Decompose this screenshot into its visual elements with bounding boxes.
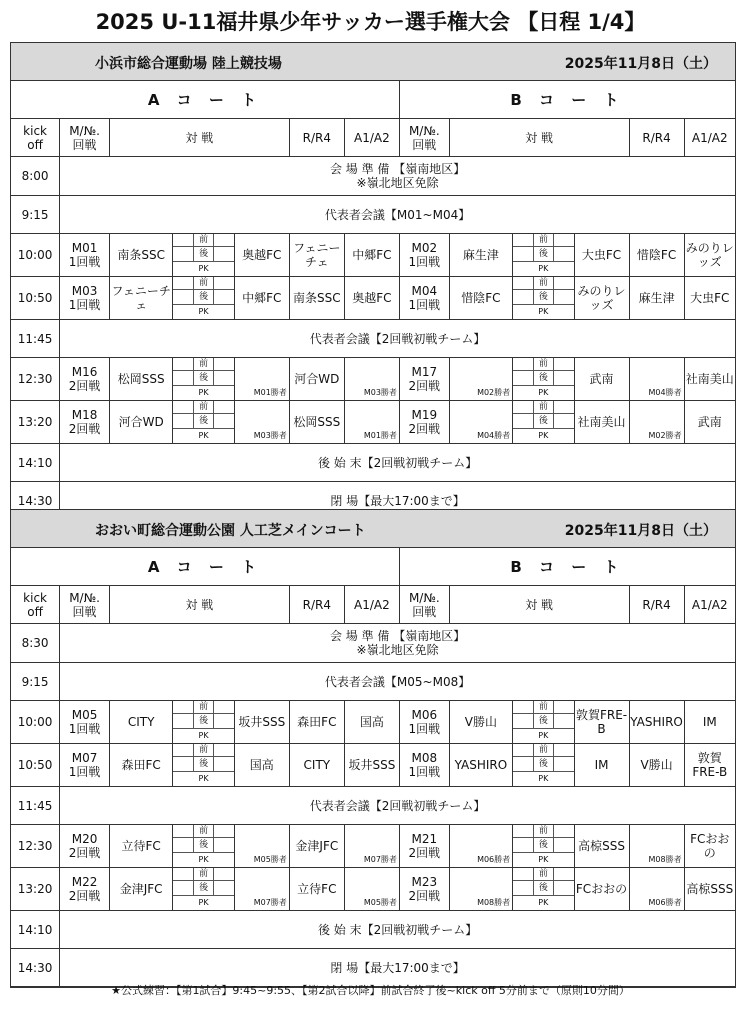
- time-cell: 12:30: [11, 825, 60, 868]
- team-away: 大虫FC: [574, 234, 629, 277]
- score-box: 前 後 PK: [513, 868, 573, 910]
- team-home: M06勝者: [449, 825, 513, 868]
- referee-team: M08勝者: [629, 825, 684, 868]
- match-row: [11, 401, 735, 444]
- team-home: YASHIRO: [449, 744, 513, 787]
- venue-section-oi: [10, 509, 736, 988]
- team-home: M02勝者: [449, 358, 513, 401]
- assistant-team: 奥越FC: [344, 277, 399, 320]
- col-assistant: A1/A2: [684, 119, 735, 157]
- match-id: M16 2回戦: [60, 358, 110, 401]
- col-referee: R/R4: [629, 119, 684, 157]
- match-id: M06 1回戦: [399, 701, 449, 744]
- team-away: 武南: [574, 358, 629, 401]
- assistant-team: 社南美山: [684, 358, 735, 401]
- match-id: M18 2回戦: [60, 401, 110, 444]
- match-id: M08 1回戦: [399, 744, 449, 787]
- score-box: 前 後 PK: [513, 401, 573, 443]
- referee-team: フェニーチェ: [289, 234, 344, 277]
- referee-team: 金津JFC: [289, 825, 344, 868]
- team-home: 松岡SSS: [109, 358, 173, 401]
- time-cell: 11:45: [11, 787, 60, 825]
- team-home: CITY: [109, 701, 173, 744]
- match-row: [11, 701, 735, 744]
- event-close: 閉 場【最大17:00まで】: [60, 949, 735, 987]
- team-away: IM: [574, 744, 629, 787]
- team-away: M05勝者: [234, 825, 289, 868]
- time-cell: 14:10: [11, 911, 60, 949]
- referee-team: YASHIRO: [629, 701, 684, 744]
- referee-team: M04勝者: [629, 358, 684, 401]
- event-close: 閉 場【最大17:00まで】: [60, 482, 735, 520]
- team-away: 高椋SSS: [574, 825, 629, 868]
- team-away: 奥越FC: [234, 234, 289, 277]
- referee-team: 松岡SSS: [289, 401, 344, 444]
- team-home: V勝山: [449, 701, 513, 744]
- col-vs: 対 戦: [449, 586, 629, 624]
- team-home: 南条SSC: [109, 234, 173, 277]
- referee-team: 立待FC: [289, 868, 344, 911]
- col-assistant: A1/A2: [684, 586, 735, 624]
- match-id: M20 2回戦: [60, 825, 110, 868]
- team-away: 社南美山: [574, 401, 629, 444]
- event-cleanup: 後 始 末【2回戦初戦チーム】: [60, 444, 735, 482]
- event-meeting: 代表者会議【M01~M04】: [60, 196, 735, 234]
- assistant-team: FCおおの: [684, 825, 735, 868]
- referee-team: V勝山: [629, 744, 684, 787]
- team-home: フェニーチェ: [109, 277, 173, 320]
- match-row: [11, 234, 735, 277]
- score-box: 前 後 PK: [173, 358, 233, 400]
- col-vs: 対 戦: [109, 119, 289, 157]
- team-home: 麻生津: [449, 234, 513, 277]
- match-row: [11, 868, 735, 911]
- court-a-header: A コ ー ト: [11, 548, 399, 586]
- referee-team: 森田FC: [289, 701, 344, 744]
- team-home: M04勝者: [449, 401, 513, 444]
- time-cell: 10:00: [11, 234, 60, 277]
- team-away: 敦賀FRE-B: [574, 701, 629, 744]
- team-home: 金津JFC: [109, 868, 173, 911]
- col-kickoff: kick off: [11, 586, 60, 624]
- court-a-header: A コ ー ト: [11, 81, 399, 119]
- col-referee: R/R4: [289, 119, 344, 157]
- match-id: M01 1回戦: [60, 234, 110, 277]
- score-box: 前 後 PK: [173, 401, 233, 443]
- match-id: M04 1回戦: [399, 277, 449, 320]
- team-home: 立待FC: [109, 825, 173, 868]
- assistant-team: M07勝者: [344, 825, 399, 868]
- team-away: 中郷FC: [234, 277, 289, 320]
- col-match: M/№. 回戦: [60, 119, 110, 157]
- time-cell: 10:50: [11, 277, 60, 320]
- score-box: 前 後 PK: [173, 825, 233, 867]
- score-box: 前 後 PK: [173, 701, 233, 743]
- team-home: 惜陰FC: [449, 277, 513, 320]
- col-assistant: A1/A2: [344, 586, 399, 624]
- time-cell: 8:00: [11, 157, 60, 196]
- score-box: 前 後 PK: [513, 234, 573, 276]
- referee-team: M02勝者: [629, 401, 684, 444]
- col-vs: 対 戦: [109, 586, 289, 624]
- referee-team: 南条SSC: [289, 277, 344, 320]
- match-row: [11, 358, 735, 401]
- referee-team: CITY: [289, 744, 344, 787]
- match-id: M22 2回戦: [60, 868, 110, 911]
- assistant-team: 中郷FC: [344, 234, 399, 277]
- venue-section-obama: [10, 42, 736, 521]
- team-home: 森田FC: [109, 744, 173, 787]
- col-referee: R/R4: [289, 586, 344, 624]
- time-cell: 11:45: [11, 320, 60, 358]
- assistant-team: 敦賀FRE-B: [684, 744, 735, 787]
- col-referee: R/R4: [629, 586, 684, 624]
- assistant-team: 高椋SSS: [684, 868, 735, 911]
- team-away: M01勝者: [234, 358, 289, 401]
- score-box: 前 後 PK: [173, 744, 233, 786]
- assistant-team: 大虫FC: [684, 277, 735, 320]
- match-id: M17 2回戦: [399, 358, 449, 401]
- assistant-team: 武南: [684, 401, 735, 444]
- score-box: 前 後 PK: [513, 744, 573, 786]
- event-meeting: 代表者会議【M05~M08】: [60, 663, 735, 701]
- time-cell: 9:15: [11, 196, 60, 234]
- match-id: M03 1回戦: [60, 277, 110, 320]
- match-id: M05 1回戦: [60, 701, 110, 744]
- match-id: M02 1回戦: [399, 234, 449, 277]
- court-b-header: B コ ー ト: [399, 548, 735, 586]
- assistant-team: IM: [684, 701, 735, 744]
- court-b-header: B コ ー ト: [399, 81, 735, 119]
- event-prep: 会 場 準 備 【嶺南地区】 ※嶺北地区免除: [60, 157, 735, 196]
- match-id: M21 2回戦: [399, 825, 449, 868]
- time-cell: 13:20: [11, 868, 60, 911]
- schedule-table: [11, 81, 735, 520]
- team-away: 国高: [234, 744, 289, 787]
- match-id: M07 1回戦: [60, 744, 110, 787]
- team-away: みのりレッズ: [574, 277, 629, 320]
- referee-team: 河合WD: [289, 358, 344, 401]
- referee-team: 麻生津: [629, 277, 684, 320]
- score-box: 前 後 PK: [173, 868, 233, 910]
- col-match: M/№. 回戦: [399, 119, 449, 157]
- venue-date: 2025年11月8日（土）: [564, 56, 717, 72]
- time-cell: 14:30: [11, 949, 60, 987]
- team-away: M07勝者: [234, 868, 289, 911]
- score-box: 前 後 PK: [513, 358, 573, 400]
- venue-header: [11, 43, 735, 81]
- col-assistant: A1/A2: [344, 119, 399, 157]
- time-cell: 9:15: [11, 663, 60, 701]
- match-row: [11, 825, 735, 868]
- team-home: 河合WD: [109, 401, 173, 444]
- page-title: 2025 U-11福井県少年サッカー選手権大会 【日程 1/4】: [95, 10, 646, 34]
- venue-name: おおい町総合運動公園 人工芝メインコート: [95, 523, 366, 539]
- assistant-team: M03勝者: [344, 358, 399, 401]
- event-prep: 会 場 準 備 【嶺南地区】 ※嶺北地区免除: [60, 624, 735, 663]
- col-kickoff: kick off: [11, 119, 60, 157]
- score-box: 前 後 PK: [513, 825, 573, 867]
- assistant-team: M01勝者: [344, 401, 399, 444]
- score-box: 前 後 PK: [513, 701, 573, 743]
- time-cell: 8:30: [11, 624, 60, 663]
- assistant-team: 坂井SSS: [344, 744, 399, 787]
- time-cell: 12:30: [11, 358, 60, 401]
- event-cleanup: 後 始 末【2回戦初戦チーム】: [60, 911, 735, 949]
- team-away: M03勝者: [234, 401, 289, 444]
- venue-date: 2025年11月8日（土）: [564, 523, 717, 539]
- assistant-team: 国高: [344, 701, 399, 744]
- time-cell: 14:10: [11, 444, 60, 482]
- match-id: M23 2回戦: [399, 868, 449, 911]
- match-id: M19 2回戦: [399, 401, 449, 444]
- event-meeting: 代表者会議【2回戦初戦チーム】: [60, 320, 735, 358]
- footer-note: ★公式練習：【第1試合】9:45~9:55、【第2試合以降】前試合終了後~kick off 5分前まで（原則10分間）: [111, 984, 630, 997]
- time-cell: 10:50: [11, 744, 60, 787]
- score-box: 前 後 PK: [173, 277, 233, 319]
- match-row: [11, 277, 735, 320]
- score-box: 前 後 PK: [173, 234, 233, 276]
- match-row: [11, 744, 735, 787]
- col-match: M/№. 回戦: [399, 586, 449, 624]
- referee-team: 惜陰FC: [629, 234, 684, 277]
- team-home: M08勝者: [449, 868, 513, 911]
- team-away: 坂井SSS: [234, 701, 289, 744]
- assistant-team: M05勝者: [344, 868, 399, 911]
- schedule-table: [11, 548, 735, 987]
- referee-team: M06勝者: [629, 868, 684, 911]
- time-cell: 10:00: [11, 701, 60, 744]
- score-box: 前 後 PK: [513, 277, 573, 319]
- event-meeting: 代表者会議【2回戦初戦チーム】: [60, 787, 735, 825]
- col-match: M/№. 回戦: [60, 586, 110, 624]
- assistant-team: みのりレッズ: [684, 234, 735, 277]
- time-cell: 13:20: [11, 401, 60, 444]
- venue-header: [11, 510, 735, 548]
- col-vs: 対 戦: [449, 119, 629, 157]
- time-cell: 14:30: [11, 482, 60, 520]
- venue-name: 小浜市総合運動場 陸上競技場: [95, 56, 282, 72]
- team-away: FCおおの: [574, 868, 629, 911]
